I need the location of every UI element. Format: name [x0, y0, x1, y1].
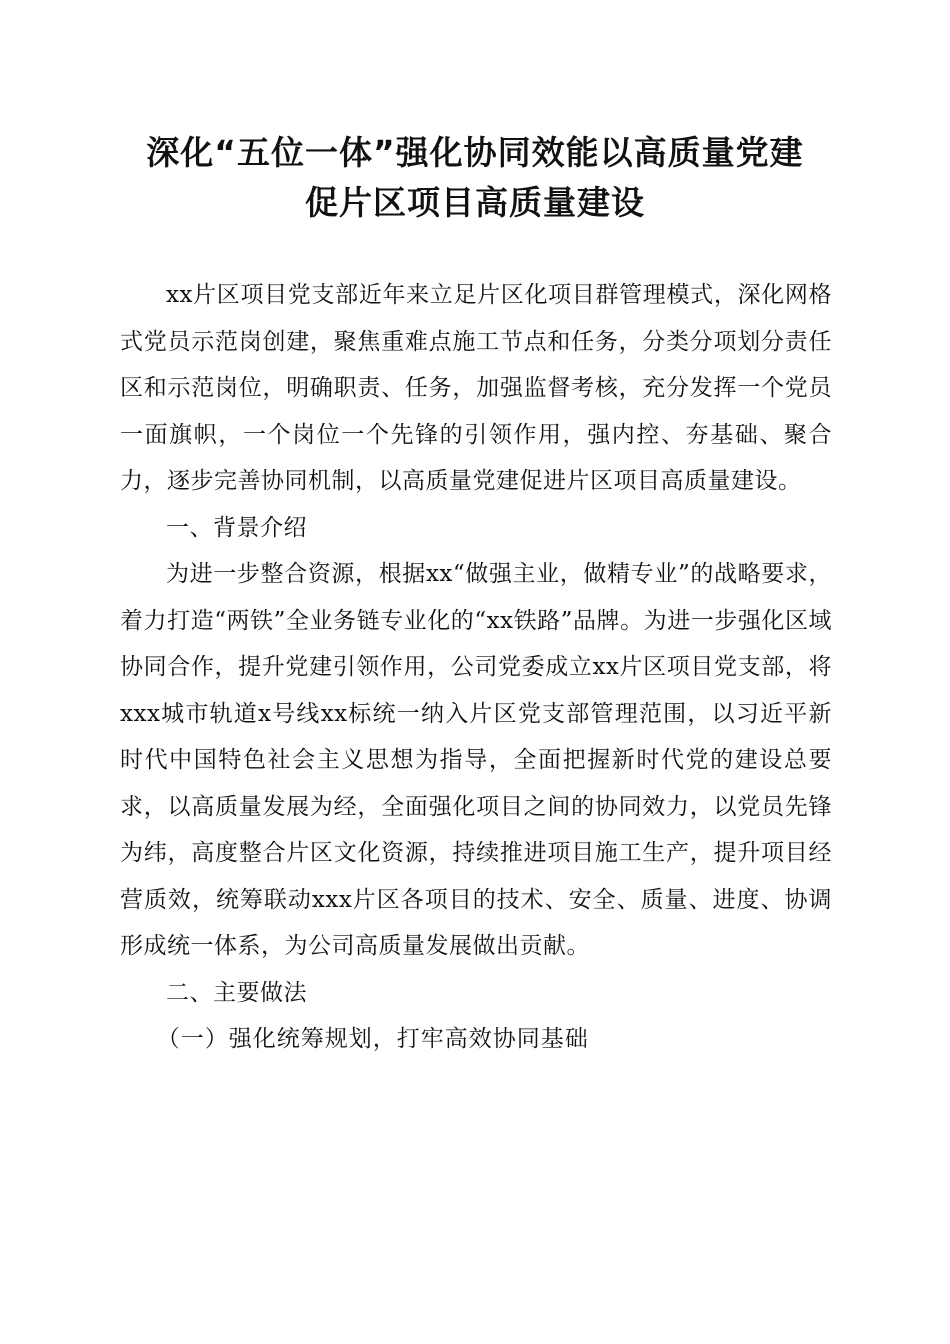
title-line-1: 深化“五位一体”强化协同效能以高质量党建 [146, 133, 804, 172]
subsection-heading-1: （一）强化统筹规划，打牢高效协同基础 [156, 1026, 589, 1052]
document-title [100, 128, 850, 228]
document-body [120, 272, 832, 1063]
title-line-2: 促片区项目高质量建设 [305, 183, 645, 222]
section-heading-background: 一、背景介绍 [166, 514, 307, 541]
intro-paragraph: xx片区项目党支部近年来立足片区化项目群管理模式，深化网格式党员示范岗创建，聚焦重难点施工节点和任务，分类分项划分责任区和示范岗位，明确职责、任务，加强监督考核，充分发挥一个党员一面旗帜，一个岗位一个先锋的引领作用，强内控、夯基础、聚合力，逐步完善协同机制，以高质量党建促进片区项目高质量建设。 [120, 282, 832, 494]
section-heading-main-practices: 二、主要做法 [166, 979, 307, 1006]
background-paragraph: 为进一步整合资源，根据xx“做强主业，做精专业”的战略要求，着力打造“两铁”全业务链专业化的“xx铁路”品牌。为进一步强化区域协同合作，提升党建引领作用，公司党委成立xx片区项目党支部，将xxx城市轨道x号线xx标统一纳入片区党支部管理范围，以习近平新时代中国特色社会主义思想为指导，全面把握新时代党的建设总要求，以高质量发展为经，全面强化项目之间的协同效力，以党员先锋为纬，高度整合片区文化资源，持续推进项目施工生产，提升项目经营质效，统筹联动xxx片区各项目的技术、安全、质量、进度、协调形成统一体系，为公司高质量发展做出贡献。 [120, 561, 832, 959]
